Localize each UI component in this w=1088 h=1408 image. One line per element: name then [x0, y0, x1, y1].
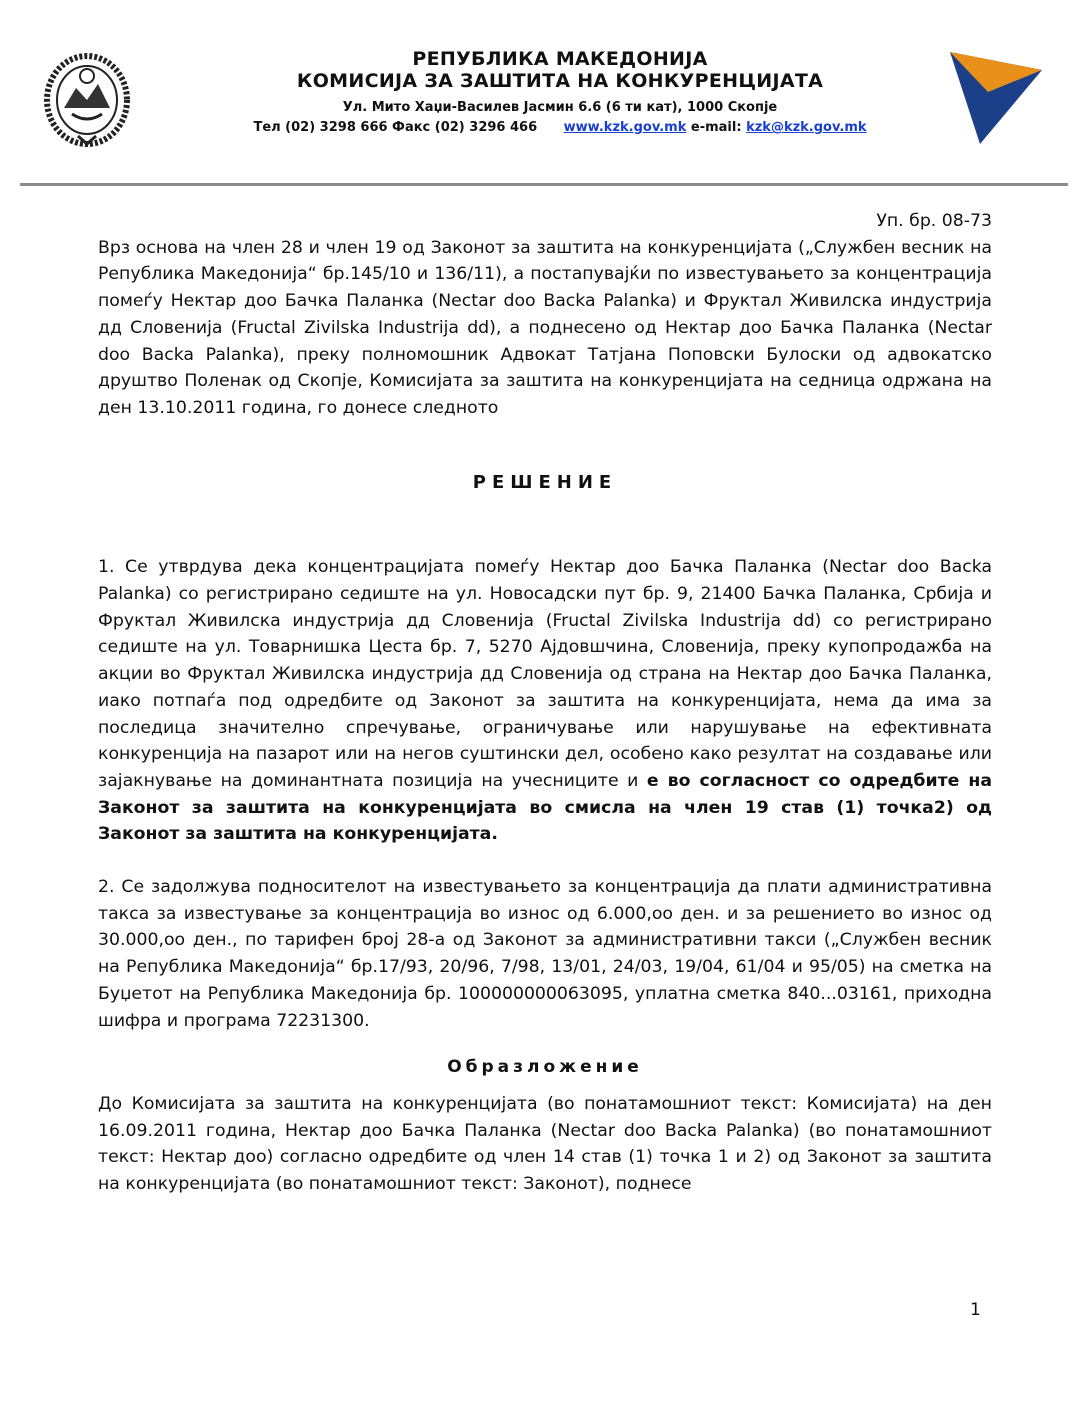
decision-item-1 — [98, 554, 992, 848]
page-number: 1 — [970, 1300, 981, 1320]
item-1-text: 1. Се утврдува дека концентрацијата помеѓу Нектар доо Бачка Паланка (Nectar doo Backa Palanka) со регистрирано седиште на ул. Новосадски пут бр. 9, 21400 Бачка Паланка, Србија и Фруктал Живилска индустрија дд Словенија (Fructal Zivilska Industrija dd) со регистрирано седиште на ул. Товарнишка Цеста бр. 7, 5270 Ајдовшчина, Словенија, преку купопродажба на акции во Фруктал Живилска индустрија дд Словенија од страна на Нектар доо Бачка Паланка, иако потпаѓа под одредбите од Законот за заштита на конкуренцијата, нема да има за последица значително спречување, ограничување или нарушување на ефективната конкуренција на пазарот или на негов суштински дел, особено како резултат на создавање или зајакнување на доминантната позиција на учесниците и — [98, 557, 992, 791]
coat-of-arms-emblem — [42, 48, 132, 148]
header-divider — [20, 183, 1068, 186]
decision-item-2: 2. Се задолжува подносителот на известувањето за концентрација да плати административна такса за известување за концентрација во износ од 6.000,оо ден. и за решението во износ од 30.000,оо ден., по тарифен број 28-а од Законот за административни такси („Службен весник на Република Македонија“ бр.17/93, 20/96, 7/98, 13/01, 24/03, 19/04, 61/04 и 95/05) на сметка на Буџетот на Република Македонија бр. 100000000063095, уплатна сметка 840...03161, приходна шифра и програма 72231300. — [98, 877, 992, 1031]
header-phone-fax: Тел (02) 3298 666 Факс (02) 3296 466 — [253, 120, 538, 135]
item-1-bold-text: е во согласност со одредбите на Законот за заштита на конкуренцијата во смисла на член 19 став (1) точка2) од Законот за заштита на конкуренцијата. — [98, 770, 992, 845]
case-reference: Уп. бр. 08-73 — [876, 211, 992, 231]
decision-title: РЕШЕНИЕ — [472, 471, 618, 493]
intro-paragraph: Врз основа на член 28 и член 19 од Законот за заштита на конкуренцијата („Службен весник на Република Македонија“ бр.145/10 и 136/11), а постапувајќи по известувањето за концентрација помеѓу Нектар доо Бачка Паланка (Nectar doo Backa Palanka) и Фруктал Живилска индустрија дд Словенија (Fructal Zivilska Industrija dd), а поднесено од Нектар доо Бачка Паланка (Nectar doo Backa Palanka), преку полномошник Адвокат Татјана Поповски Булоски од адвокатско друштво Поленак од Скопје, Комисијата за заштита на конкуренцијата на седница одржана на ден 13.10.2011 година, го донесе следното — [98, 237, 992, 418]
header-country: РЕПУБЛИКА МАКЕДОНИЈА — [412, 48, 708, 70]
email-link[interactable]: kzk@kzk.gov.mk — [746, 120, 867, 135]
website-link[interactable]: www.kzk.gov.mk — [563, 120, 687, 135]
header-institution: КОМИСИЈА ЗА ЗАШТИТА НА КОНКУРЕНЦИЈАТА — [296, 70, 824, 92]
reasoning-title: Образложение — [447, 1057, 643, 1078]
document-body — [98, 208, 992, 1198]
reasoning-paragraph: До Комисијата за заштита на конкуренцијата (во понатамошниот текст: Комисијата) на ден 16.09.2011 година, Нектар доо Бачка Паланка (Nectar doo Backa Palanka) (во понатамошниот текст: Нектар доо) согласно одредбите од член 14 став (1) точка 1 и 2) од Законот за заштита на конкуренцијата (во понатамошниот текст: Законот), поднесе — [98, 1093, 992, 1195]
header-address: Ул. Мито Хаџи-Василев Јасмин 6.6 (6 ти кат), 1000 Скопје — [342, 100, 778, 115]
commission-logo — [944, 48, 1048, 146]
email-label: e-mail: — [690, 120, 742, 135]
header-contact — [200, 120, 920, 135]
letterhead — [0, 0, 1088, 190]
